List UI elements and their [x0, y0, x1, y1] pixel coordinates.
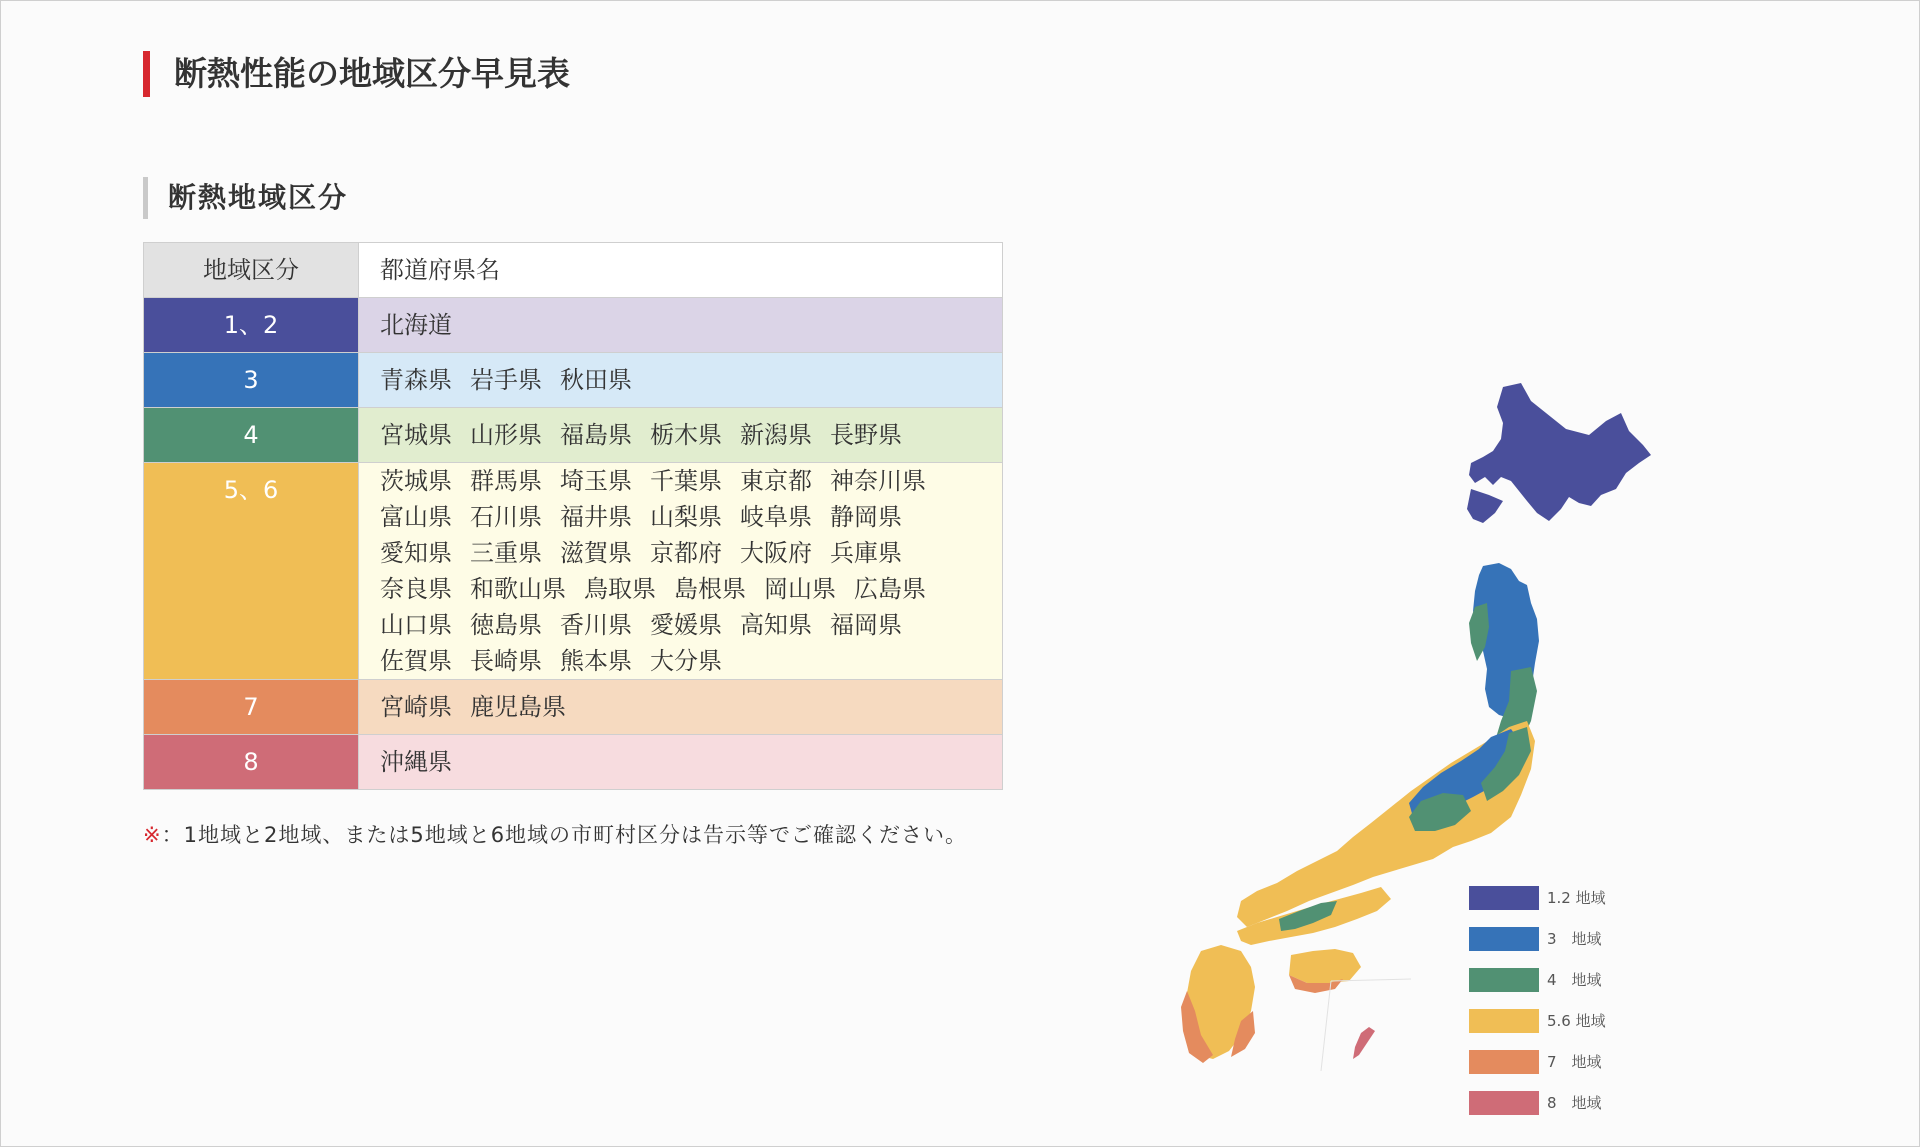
prefecture-name: 三重県	[470, 539, 542, 567]
prefecture-name: 大阪府	[740, 539, 812, 567]
zone-cell	[144, 463, 359, 680]
prefecture-name: 栃木県	[650, 421, 722, 449]
prefecture-line	[380, 463, 1002, 499]
prefecture-name: 奈良県	[380, 575, 452, 603]
table-row	[144, 353, 1003, 408]
prefecture-line	[380, 535, 1002, 571]
zone-cell	[144, 735, 359, 790]
legend-label: 8 地域	[1547, 1094, 1602, 1112]
prefecture-name: 山口県	[380, 611, 452, 639]
prefecture-name: 岩手県	[470, 366, 542, 394]
prefecture-name: 京都府	[650, 539, 722, 567]
zone-cell	[144, 298, 359, 353]
legend-label: 1.2 地域	[1547, 889, 1606, 907]
legend-label: 5.6 地域	[1547, 1012, 1606, 1030]
legend-swatch	[1469, 1050, 1539, 1074]
legend-swatch	[1469, 927, 1539, 951]
header-prefectures: 都道府県名	[359, 243, 1003, 298]
prefectures-cell	[359, 408, 1003, 463]
note-text: ：1地域と2地域、または5地域と6地域の市町村区分は告示等でご確認ください。	[161, 823, 968, 847]
zone-table	[143, 242, 1003, 790]
prefecture-name: 鹿児島県	[470, 693, 566, 721]
map-region	[1289, 949, 1361, 983]
zone-label: 1、2	[223, 311, 279, 339]
zone-cell	[144, 353, 359, 408]
table-row	[144, 680, 1003, 735]
prefecture-name: 埼玉県	[560, 467, 632, 495]
prefecture-name: 島根県	[674, 575, 746, 603]
table-row	[144, 298, 1003, 353]
note-mark: ※	[143, 823, 162, 847]
prefecture-name: 宮城県	[380, 421, 452, 449]
prefecture-name: 山梨県	[650, 503, 722, 531]
legend-swatch	[1469, 1091, 1539, 1115]
prefecture-line	[380, 499, 1002, 535]
prefecture-name: 秋田県	[560, 366, 632, 394]
prefecture-name: 福岡県	[830, 611, 902, 639]
header-zone: 地域区分	[144, 243, 359, 298]
zone-label: 7	[243, 693, 259, 721]
prefectures-cell	[359, 353, 1003, 408]
prefecture-line	[380, 643, 1002, 679]
prefecture-name: 群馬県	[470, 467, 542, 495]
prefecture-name: 愛媛県	[650, 611, 722, 639]
prefectures-cell	[359, 298, 1003, 353]
prefecture-name: 茨城県	[380, 467, 452, 495]
map-region	[1467, 489, 1503, 523]
prefecture-name: 熊本県	[560, 647, 632, 675]
zone-label: 3	[243, 366, 259, 394]
prefecture-name: 長野県	[830, 421, 902, 449]
prefecture-line	[380, 680, 1002, 734]
prefecture-name: 和歌山県	[470, 575, 566, 603]
prefecture-name: 青森県	[380, 366, 452, 394]
prefecture-name: 静岡県	[830, 503, 902, 531]
legend-swatch	[1469, 886, 1539, 910]
prefecture-name: 徳島県	[470, 611, 542, 639]
prefecture-name: 長崎県	[470, 647, 542, 675]
page-title: 断熱性能の地域区分早見表	[143, 51, 570, 97]
prefecture-name: 福井県	[560, 503, 632, 531]
prefecture-name: 東京都	[740, 467, 812, 495]
prefecture-name: 広島県	[854, 575, 926, 603]
map-region	[1353, 1027, 1375, 1059]
prefectures-cell	[359, 680, 1003, 735]
footnote	[143, 819, 967, 849]
prefectures-cell	[359, 735, 1003, 790]
prefecture-name: 岡山県	[764, 575, 836, 603]
legend-swatch	[1469, 1009, 1539, 1033]
legend-label: 3 地域	[1547, 930, 1602, 948]
prefecture-name: 佐賀県	[380, 647, 452, 675]
prefecture-name: 宮崎県	[380, 693, 452, 721]
legend-label: 7 地域	[1547, 1053, 1602, 1071]
prefecture-name: 福島県	[560, 421, 632, 449]
zone-label: 5、6	[223, 476, 279, 504]
prefecture-name: 香川県	[560, 611, 632, 639]
prefecture-name: 岐阜県	[740, 503, 812, 531]
prefecture-name: 滋賀県	[560, 539, 632, 567]
prefecture-name: 山形県	[470, 421, 542, 449]
table-row	[144, 408, 1003, 463]
prefecture-name: 大分県	[650, 647, 722, 675]
zone-cell	[144, 680, 359, 735]
prefecture-name: 愛知県	[380, 539, 452, 567]
prefecture-name: 北海道	[380, 311, 452, 339]
prefectures-cell	[359, 463, 1003, 680]
prefecture-name: 富山県	[380, 503, 452, 531]
prefecture-name: 沖縄県	[380, 748, 452, 776]
prefecture-line	[380, 408, 1002, 462]
prefecture-line	[380, 735, 1002, 789]
prefecture-name: 鳥取県	[584, 575, 656, 603]
prefecture-name: 兵庫県	[830, 539, 902, 567]
prefecture-line	[380, 298, 1002, 352]
zone-label: 8	[243, 748, 259, 776]
prefecture-name: 千葉県	[650, 467, 722, 495]
prefecture-line	[380, 353, 1002, 407]
prefecture-line	[380, 571, 1002, 607]
table-row	[144, 735, 1003, 790]
prefecture-name: 神奈川県	[830, 467, 926, 495]
prefecture-name: 高知県	[740, 611, 812, 639]
table-header-row	[144, 243, 1003, 298]
prefecture-name: 新潟県	[740, 421, 812, 449]
legend-swatch	[1469, 968, 1539, 992]
prefecture-name: 石川県	[470, 503, 542, 531]
section-title: 断熱地域区分	[143, 177, 348, 219]
legend-label: 4 地域	[1547, 971, 1602, 989]
zone-label: 4	[243, 421, 259, 449]
table-row	[144, 463, 1003, 680]
zone-cell	[144, 408, 359, 463]
prefecture-line	[380, 607, 1002, 643]
